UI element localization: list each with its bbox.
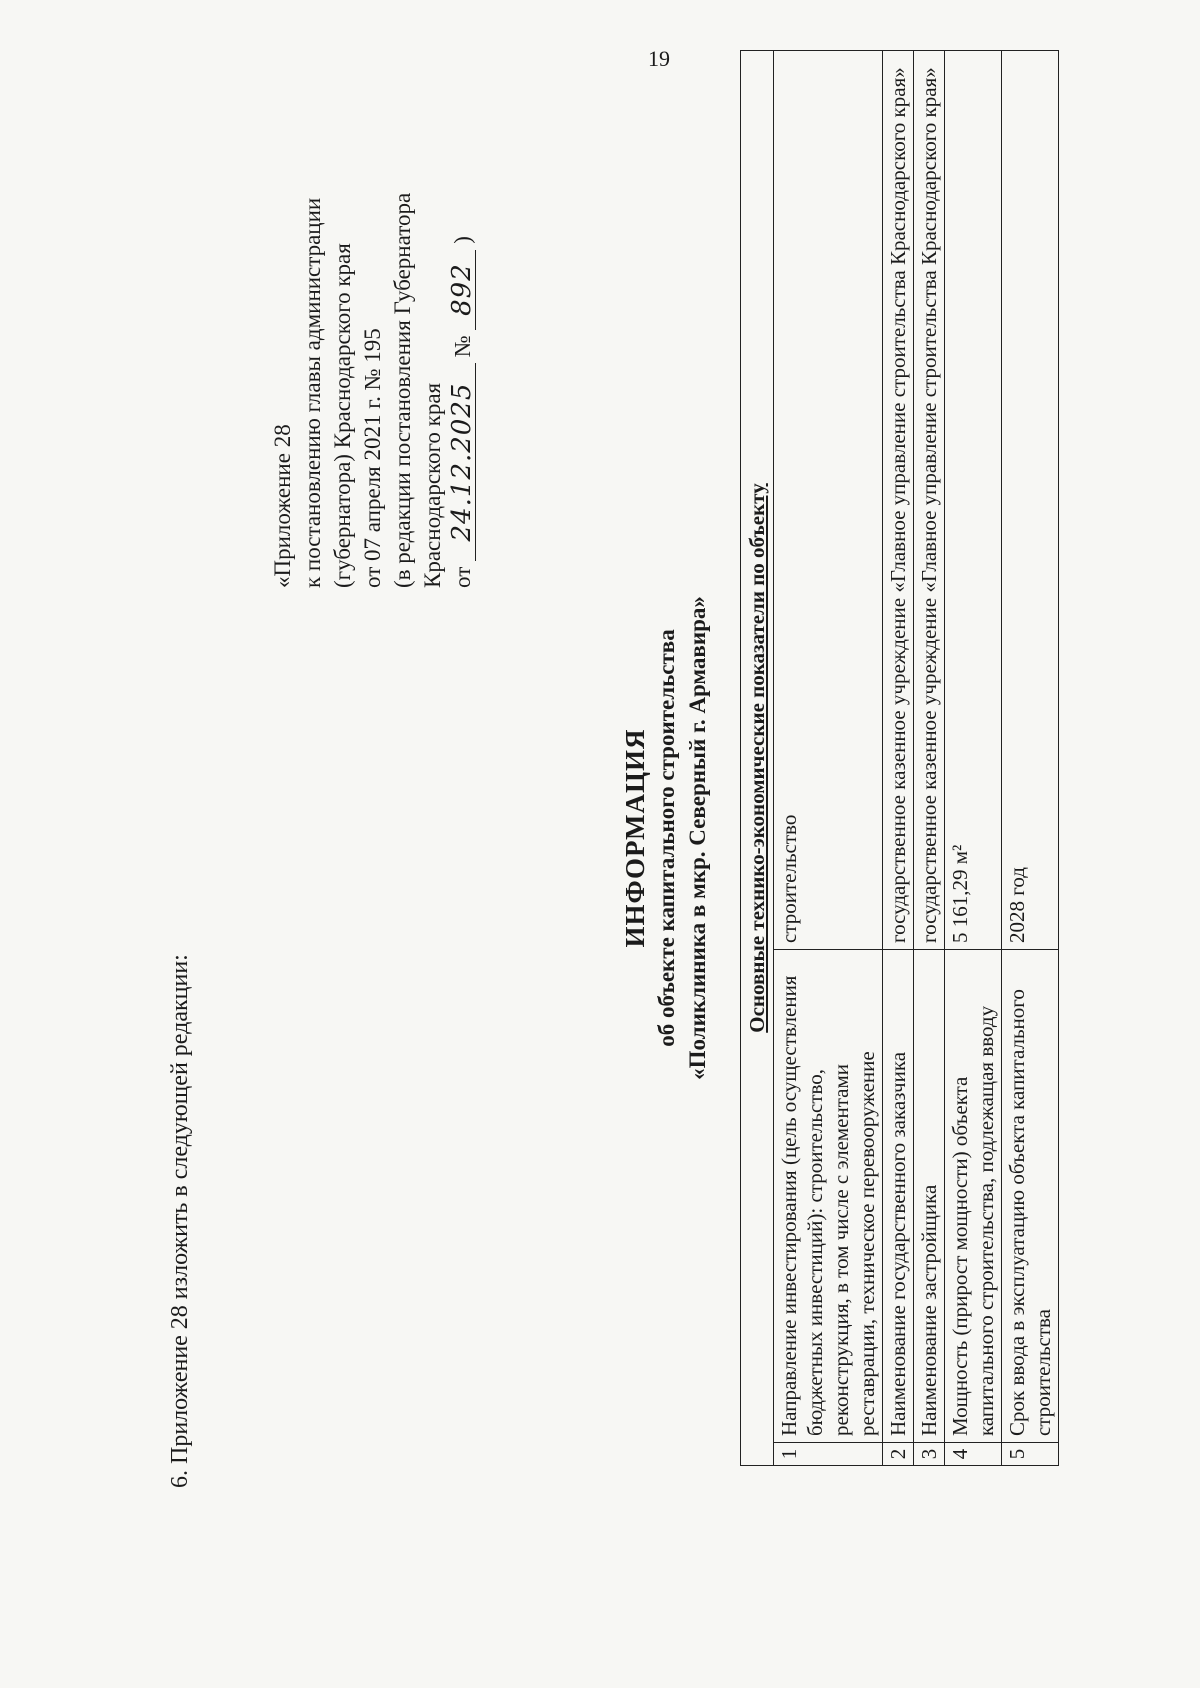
handwritten-number: 892 xyxy=(449,250,476,330)
appendix-header xyxy=(268,193,478,588)
appendix-header-line: (в редакции постановления Губернатора xyxy=(390,192,415,588)
appendix-header-line: «Приложение 28 xyxy=(270,424,295,588)
row-value: государственное казенное учреждение «Главное управление строительства Краснодарского края» xyxy=(883,51,914,950)
table-header-row xyxy=(741,51,774,1466)
table-row xyxy=(1002,51,1059,1466)
row-value: 5 161,29 м² xyxy=(945,51,1002,950)
title-subtitle: об объекте капитального строительства xyxy=(654,629,679,1047)
intro-text: 6. Приложение 28 изложить в следующей редакции: xyxy=(167,954,193,1488)
table-section-title: Основные технико-экономические показатели по объекту xyxy=(741,51,774,1466)
table-row xyxy=(945,51,1002,1466)
row-label: Направление инвестирования (цель осуществления бюджетных инвестиций): строительство, реконструкция, в том числе с элементами реставрации, техническое перевооружение xyxy=(774,950,883,1443)
page-number: 19 xyxy=(648,46,670,71)
table-row xyxy=(914,51,945,1466)
row-label: Наименование государственного заказчика xyxy=(883,950,914,1443)
row-label: Мощность (прирост мощности) объекта капитального строительства, подлежащая вводу xyxy=(945,950,1002,1443)
title-object-name: «Поликлиника в мкр. Северный г. Армавира» xyxy=(685,596,710,1080)
appendix-header-line: Краснодарского края xyxy=(420,382,445,588)
date-prefix: от xyxy=(450,566,475,588)
table-row xyxy=(883,51,914,1466)
date-line xyxy=(448,193,478,588)
indicators-table-wrapper xyxy=(740,50,1059,1466)
document-title xyxy=(620,488,713,1188)
closing-paren: ) xyxy=(450,236,475,244)
row-value: строительство xyxy=(774,51,883,950)
appendix-header-line: (губернатора) Краснодарского края xyxy=(330,243,355,588)
row-label: Наименование застройщика xyxy=(914,950,945,1443)
appendix-header-line: от 07 апреля 2021 г. № 195 xyxy=(360,328,385,588)
appendix-header-line: к постановлению главы администрации xyxy=(300,197,325,588)
row-number: 2 xyxy=(883,1443,914,1466)
row-number: 5 xyxy=(1002,1443,1059,1466)
title-main: ИНФОРМАЦИЯ xyxy=(620,728,650,948)
row-value: 2028 год xyxy=(1002,51,1059,950)
row-number: 4 xyxy=(945,1443,1002,1466)
table-row xyxy=(774,51,883,1466)
indicators-table xyxy=(740,50,1059,1466)
row-value: государственное казенное учреждение «Главное управление строительства Краснодарского края» xyxy=(914,51,945,950)
row-label: Срок ввода в эксплуатацию объекта капитального строительства xyxy=(1002,950,1059,1443)
number-label: № xyxy=(450,335,475,358)
row-number: 3 xyxy=(914,1443,945,1466)
row-number: 1 xyxy=(774,1443,883,1466)
handwritten-date: 24.12.2025 xyxy=(449,363,476,561)
